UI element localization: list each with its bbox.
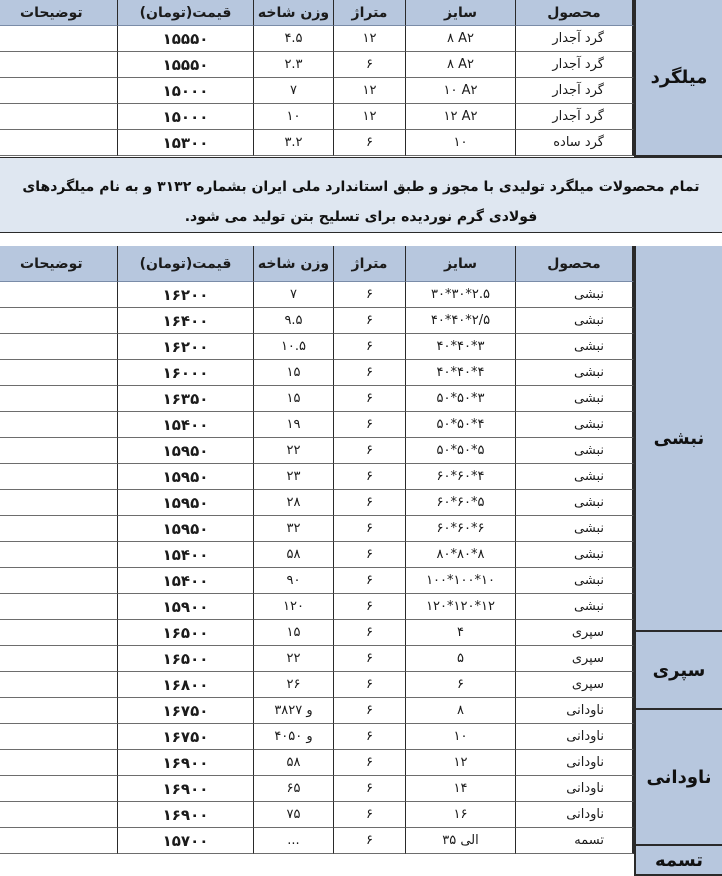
cell-product: گرد آجدار xyxy=(516,52,634,78)
table-header xyxy=(0,246,722,282)
table-row xyxy=(0,130,722,156)
cell-weight: ۵۸ xyxy=(254,750,334,776)
cell-length: ۶ xyxy=(334,308,406,334)
cell-length: ۶ xyxy=(334,386,406,412)
table-row xyxy=(0,620,722,646)
cell-length: ۶ xyxy=(334,594,406,620)
cell-product: نبشی xyxy=(516,542,634,568)
cell-weight: ۱۹ xyxy=(254,412,334,438)
cell-price: ۱۵۹۵۰ xyxy=(118,516,254,542)
cell-product: نبشی xyxy=(516,412,634,438)
cell-weight: ... xyxy=(254,828,334,854)
header-price: قیمت(تومان) xyxy=(118,246,254,282)
section-gap xyxy=(0,233,722,246)
cell-length: ۶ xyxy=(334,516,406,542)
cell-desc xyxy=(0,438,118,464)
cell-size: ۸ xyxy=(406,698,516,724)
cell-desc xyxy=(0,646,118,672)
table-row xyxy=(0,308,722,334)
cell-size: ۱۰ xyxy=(406,130,516,156)
cell-size: ۸ A۲ xyxy=(406,52,516,78)
cell-product: نبشی xyxy=(516,282,634,308)
milgerd-table-body xyxy=(0,26,722,156)
cell-length: ۶ xyxy=(334,438,406,464)
cell-size: ۵ xyxy=(406,646,516,672)
cell-length: ۶ xyxy=(334,828,406,854)
cell-product: نبشی xyxy=(516,464,634,490)
header-size: سایز xyxy=(406,246,516,282)
table-row xyxy=(0,104,722,130)
cell-price: ۱۶۲۰۰ xyxy=(118,282,254,308)
header-desc: توضیحات xyxy=(0,0,118,26)
table-row xyxy=(0,698,722,724)
cell-length: ۶ xyxy=(334,724,406,750)
cell-length: ۶ xyxy=(334,130,406,156)
cell-size: ۴۰*۴۰*۴ xyxy=(406,360,516,386)
header-product: محصول xyxy=(516,246,634,282)
cell-size: ۱۰ A۲ xyxy=(406,78,516,104)
cell-price: ۱۶۷۵۰ xyxy=(118,724,254,750)
cell-size: ۱۲ xyxy=(406,750,516,776)
cell-desc xyxy=(0,26,118,52)
cell-desc xyxy=(0,282,118,308)
cell-product: نبشی xyxy=(516,386,634,412)
profiles-table xyxy=(0,246,722,854)
table-row xyxy=(0,412,722,438)
cell-price: ۱۵۴۰۰ xyxy=(118,412,254,438)
cell-desc xyxy=(0,412,118,438)
table-row xyxy=(0,568,722,594)
cell-product: ناودانی xyxy=(516,724,634,750)
cell-desc xyxy=(0,516,118,542)
cell-product: سپری xyxy=(516,646,634,672)
table-row xyxy=(0,542,722,568)
cell-product: نبشی xyxy=(516,334,634,360)
cell-size: ۵۰*۵۰*۴ xyxy=(406,412,516,438)
profiles-table-body xyxy=(0,282,722,854)
cell-product: گرد ساده xyxy=(516,130,634,156)
cell-product: نبشی xyxy=(516,490,634,516)
cell-length: ۶ xyxy=(334,412,406,438)
cell-product: سپری xyxy=(516,620,634,646)
cell-weight: ۴۰و ۵۰ xyxy=(254,724,334,750)
cell-size: ۱۲ A۲ xyxy=(406,104,516,130)
cell-size: ۱۶ xyxy=(406,802,516,828)
cell-desc xyxy=(0,594,118,620)
table-row xyxy=(0,78,722,104)
table-row xyxy=(0,516,722,542)
table-row xyxy=(0,26,722,52)
cell-product: گرد آجدار xyxy=(516,78,634,104)
cell-desc xyxy=(0,464,118,490)
cell-product: نبشی xyxy=(516,360,634,386)
cell-price: ۱۶۹۰۰ xyxy=(118,776,254,802)
cell-size: ۱۰۰*۱۰۰*۱۰ xyxy=(406,568,516,594)
group-label-nabshi: نبشی xyxy=(634,246,722,632)
cell-weight: ۲۸ xyxy=(254,490,334,516)
cell-desc xyxy=(0,828,118,854)
group-label-tasmeh: تسمه xyxy=(634,846,722,876)
cell-product: ناودانی xyxy=(516,776,634,802)
cell-size: ۶۰*۶۰*۵ xyxy=(406,490,516,516)
cell-weight: ۲.۳ xyxy=(254,52,334,78)
cell-product: نبشی xyxy=(516,438,634,464)
cell-length: ۱۲ xyxy=(334,104,406,130)
cell-length: ۶ xyxy=(334,776,406,802)
cell-weight: ۳۸و ۲۷ xyxy=(254,698,334,724)
cell-desc xyxy=(0,78,118,104)
table-row xyxy=(0,776,722,802)
table-row xyxy=(0,594,722,620)
cell-weight: ۲۲ xyxy=(254,646,334,672)
cell-weight: ۲۲ xyxy=(254,438,334,464)
cell-size: ۱۲۰*۱۲۰*۱۲ xyxy=(406,594,516,620)
table-header xyxy=(0,0,722,26)
cell-price: ۱۵۹۵۰ xyxy=(118,464,254,490)
cell-desc xyxy=(0,308,118,334)
cell-weight: ۱۰.۵ xyxy=(254,334,334,360)
header-product: محصول xyxy=(516,0,634,26)
cell-price: ۱۶۲۰۰ xyxy=(118,334,254,360)
table-row xyxy=(0,750,722,776)
cell-price: ۱۵۳۰۰ xyxy=(118,130,254,156)
cell-price: ۱۶۵۰۰ xyxy=(118,646,254,672)
cell-weight: ۷۵ xyxy=(254,802,334,828)
table-row xyxy=(0,386,722,412)
cell-weight: ۶۵ xyxy=(254,776,334,802)
cell-price: ۱۵۵۵۰ xyxy=(118,26,254,52)
cell-weight: ۹۰ xyxy=(254,568,334,594)
cell-size: ۸۰*۸۰*۸ xyxy=(406,542,516,568)
cell-price: ۱۵۹۵۰ xyxy=(118,438,254,464)
cell-price: ۱۵۵۵۰ xyxy=(118,52,254,78)
header-price: قیمت(تومان) xyxy=(118,0,254,26)
cell-weight: ۱۵ xyxy=(254,620,334,646)
cell-desc xyxy=(0,130,118,156)
cell-size: ۴ xyxy=(406,620,516,646)
table-row xyxy=(0,646,722,672)
cell-length: ۱۲ xyxy=(334,78,406,104)
header-desc: توضیحات xyxy=(0,246,118,282)
cell-size: ۵۰*۵۰*۳ xyxy=(406,386,516,412)
table-row xyxy=(0,802,722,828)
cell-price: ۱۶۹۰۰ xyxy=(118,750,254,776)
header-weight: وزن شاخه xyxy=(254,0,334,26)
cell-weight: ۵۸ xyxy=(254,542,334,568)
milgerd-table xyxy=(0,0,722,156)
cell-price: ۱۵۹۵۰ xyxy=(118,490,254,516)
cell-size: ۳الی ۵ xyxy=(406,828,516,854)
cell-weight: ۲۶ xyxy=(254,672,334,698)
cell-length: ۶ xyxy=(334,282,406,308)
table-row xyxy=(0,828,722,854)
table-row xyxy=(0,724,722,750)
cell-product: تسمه xyxy=(516,828,634,854)
cell-desc xyxy=(0,698,118,724)
cell-size: ۶۰*۶۰*۴ xyxy=(406,464,516,490)
cell-length: ۶ xyxy=(334,334,406,360)
cell-weight: ۳۲ xyxy=(254,516,334,542)
cell-desc xyxy=(0,672,118,698)
table-row xyxy=(0,52,722,78)
cell-size: ۶ xyxy=(406,672,516,698)
cell-weight: ۳.۲ xyxy=(254,130,334,156)
header-size: سایز xyxy=(406,0,516,26)
cell-price: ۱۵۷۰۰ xyxy=(118,828,254,854)
cell-weight: ۲۳ xyxy=(254,464,334,490)
cell-desc xyxy=(0,334,118,360)
cell-size: ۵۰*۵۰*۵ xyxy=(406,438,516,464)
table-row xyxy=(0,334,722,360)
cell-weight: ۱۵ xyxy=(254,360,334,386)
cell-size: ۱۴ xyxy=(406,776,516,802)
cell-size: ۳۰*۳۰*۲.۵ xyxy=(406,282,516,308)
cell-length: ۶ xyxy=(334,52,406,78)
cell-desc xyxy=(0,542,118,568)
cell-desc xyxy=(0,490,118,516)
cell-price: ۱۶۳۵۰ xyxy=(118,386,254,412)
cell-price: ۱۵۴۰۰ xyxy=(118,542,254,568)
cell-weight: ۱۲۰ xyxy=(254,594,334,620)
group-label-navdani: ناودانی xyxy=(634,710,722,846)
cell-product: سپری xyxy=(516,672,634,698)
cell-size: ۱۰ xyxy=(406,724,516,750)
table-row xyxy=(0,490,722,516)
cell-price: ۱۵۴۰۰ xyxy=(118,568,254,594)
cell-desc xyxy=(0,52,118,78)
header-length: متراژ xyxy=(334,246,406,282)
cell-price: ۱۶۹۰۰ xyxy=(118,802,254,828)
notice-text: تمام محصولات میلگرد تولیدی با مجوز و طبق استاندارد ملی ایران بشماره ۳۱۳۲ و به نام میلگردهای فولادی گرم نوردیده برای تسلیح بتن تولید می شود. xyxy=(0,157,722,233)
cell-desc xyxy=(0,360,118,386)
cell-length: ۶ xyxy=(334,490,406,516)
group-label-separi: سپری xyxy=(634,632,722,710)
cell-length: ۶ xyxy=(334,672,406,698)
cell-product: گرد آجدار xyxy=(516,104,634,130)
header-length: متراژ xyxy=(334,0,406,26)
cell-product: ناودانی xyxy=(516,750,634,776)
cell-price: ۱۵۹۰۰ xyxy=(118,594,254,620)
cell-product: نبشی xyxy=(516,308,634,334)
cell-length: ۶ xyxy=(334,360,406,386)
cell-price: ۱۶۰۰۰ xyxy=(118,360,254,386)
cell-weight: ۷ xyxy=(254,282,334,308)
cell-product: ناودانی xyxy=(516,698,634,724)
cell-desc xyxy=(0,776,118,802)
cell-weight: ۹.۵ xyxy=(254,308,334,334)
cell-length: ۶ xyxy=(334,802,406,828)
cell-length: ۶ xyxy=(334,542,406,568)
cell-product: نبشی xyxy=(516,516,634,542)
group-label-milgerd: میلگرد xyxy=(634,0,722,157)
cell-product: نبشی xyxy=(516,594,634,620)
cell-length: ۶ xyxy=(334,646,406,672)
cell-product: ناودانی xyxy=(516,802,634,828)
cell-desc xyxy=(0,568,118,594)
table-row xyxy=(0,672,722,698)
cell-size: ۸ A۲ xyxy=(406,26,516,52)
cell-length: ۶ xyxy=(334,620,406,646)
cell-length: ۱۲ xyxy=(334,26,406,52)
cell-length: ۶ xyxy=(334,750,406,776)
cell-weight: ۱۵ xyxy=(254,386,334,412)
cell-desc xyxy=(0,386,118,412)
table-row xyxy=(0,360,722,386)
cell-product: نبشی xyxy=(516,568,634,594)
cell-desc xyxy=(0,104,118,130)
cell-product: گرد آجدار xyxy=(516,26,634,52)
cell-desc xyxy=(0,802,118,828)
table-row xyxy=(0,282,722,308)
cell-weight: ۴.۵ xyxy=(254,26,334,52)
cell-weight: ۷ xyxy=(254,78,334,104)
cell-price: ۱۶۸۰۰ xyxy=(118,672,254,698)
cell-price: ۱۶۷۵۰ xyxy=(118,698,254,724)
cell-weight: ۱۰ xyxy=(254,104,334,130)
cell-desc xyxy=(0,724,118,750)
cell-price: ۱۵۰۰۰ xyxy=(118,78,254,104)
cell-length: ۶ xyxy=(334,464,406,490)
cell-size: ۴۰*۴۰*۲/۵ xyxy=(406,308,516,334)
table-row xyxy=(0,464,722,490)
header-weight: وزن شاخه xyxy=(254,246,334,282)
table-row xyxy=(0,438,722,464)
cell-price: ۱۶۴۰۰ xyxy=(118,308,254,334)
cell-desc xyxy=(0,620,118,646)
cell-price: ۱۵۰۰۰ xyxy=(118,104,254,130)
cell-size: ۶۰*۶۰*۶ xyxy=(406,516,516,542)
cell-desc xyxy=(0,750,118,776)
cell-price: ۱۶۵۰۰ xyxy=(118,620,254,646)
cell-size: ۴۰*۴۰*۳ xyxy=(406,334,516,360)
cell-length: ۶ xyxy=(334,698,406,724)
cell-length: ۶ xyxy=(334,568,406,594)
